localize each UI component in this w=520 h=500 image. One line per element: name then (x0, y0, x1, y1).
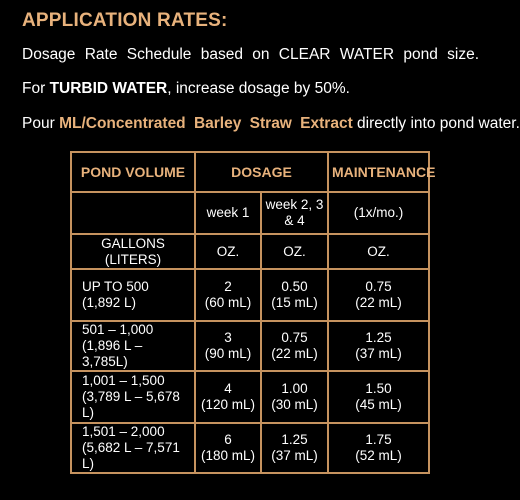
week1-cell (195, 269, 261, 321)
gallons-value: 1,001 – 1,500 (82, 373, 165, 388)
oz-value: 2 (224, 279, 232, 294)
oz-value: 0.75 (365, 279, 392, 294)
ml-value: (37 mL) (355, 346, 402, 361)
ml-value: (52 mL) (355, 448, 402, 463)
week234-cell (261, 321, 328, 371)
section-heading: APPLICATION RATES: (22, 10, 228, 31)
table-row (71, 321, 429, 371)
units-row (71, 234, 429, 269)
week1-cell (195, 423, 261, 473)
oz-value: 3 (224, 330, 232, 345)
header-dosage: DOSAGE (195, 152, 328, 192)
liters-value: (1,892 L) (82, 295, 137, 310)
subheader-empty (71, 192, 195, 234)
oz-value: 1.50 (365, 381, 392, 396)
gallons-value: 501 – 1,000 (82, 322, 154, 337)
week234-cell (261, 371, 328, 423)
ml-value: (180 mL) (200, 448, 256, 463)
header-maintenance: MAINTENANCE (328, 152, 429, 192)
liters-value: (3,789 L – 5,678 L) (82, 389, 180, 420)
unit-week234: OZ. (261, 234, 328, 269)
oz-value: 1.75 (365, 432, 392, 447)
turbid-water-emphasis: TURBID WATER (49, 80, 168, 97)
gallons-value: UP TO 500 (82, 279, 149, 294)
ml-value: (22 mL) (271, 346, 318, 361)
ml-value: (120 mL) (200, 397, 256, 412)
week1-cell (195, 321, 261, 371)
subheader-frequency: (1x/mo.) (328, 192, 429, 234)
ml-value: (22 mL) (355, 295, 402, 310)
ml-value: (60 mL) (204, 295, 252, 310)
gallons-value: 1,501 – 2,000 (82, 424, 165, 439)
unit-week1: OZ. (195, 234, 261, 269)
subheader-week1: week 1 (195, 192, 261, 234)
subheader-week234: week 2, 3 & 4 (261, 192, 328, 234)
header-row (71, 152, 429, 192)
table-row (71, 423, 429, 473)
oz-value: 0.50 (281, 279, 308, 294)
ml-value: (30 mL) (271, 397, 318, 412)
maintenance-cell (328, 371, 429, 423)
week234-cell (261, 423, 328, 473)
oz-value: 1.00 (281, 381, 308, 396)
maintenance-cell (328, 321, 429, 371)
turbid-line (22, 80, 350, 98)
pond-volume-cell (71, 321, 195, 371)
ml-value: (45 mL) (355, 397, 402, 412)
oz-value: 4 (224, 381, 232, 396)
subheader-row (71, 192, 429, 234)
pond-volume-cell (71, 269, 195, 321)
oz-value: 6 (224, 432, 232, 447)
liters-value: (5,682 L – 7,571 L) (82, 440, 180, 471)
maintenance-cell (328, 269, 429, 321)
week234-cell (261, 269, 328, 321)
schedule-line: Dosage Rate Schedule based on CLEAR WATER pond size. (22, 46, 480, 63)
pour-line (22, 115, 520, 133)
oz-value: 0.75 (281, 330, 308, 345)
pour-suffix: directly into pond water. (352, 115, 520, 132)
oz-value: 1.25 (365, 330, 392, 345)
application-rates-table (70, 151, 436, 474)
product-name: ML/Concentrated Barley Straw Extract (59, 115, 353, 132)
unit-maintenance: OZ. (328, 234, 429, 269)
unit-volume: GALLONS (LITERS) (71, 234, 195, 269)
header-pond-volume: POND VOLUME (71, 152, 195, 192)
oz-value: 1.25 (281, 432, 308, 447)
ml-value: (90 mL) (204, 346, 252, 361)
liters-value: (1,896 L – 3,785L) (82, 338, 143, 369)
pond-volume-cell (71, 371, 195, 423)
ml-value: (37 mL) (271, 448, 318, 463)
turbid-suffix: , increase dosage by 50%. (167, 80, 350, 97)
pour-prefix: Pour (22, 115, 60, 132)
maintenance-cell (328, 423, 429, 473)
week1-cell (195, 371, 261, 423)
table-row (71, 269, 429, 321)
turbid-prefix: For (22, 80, 50, 97)
pond-volume-cell (71, 423, 195, 473)
ml-value: (15 mL) (271, 295, 318, 310)
table-row (71, 371, 429, 423)
